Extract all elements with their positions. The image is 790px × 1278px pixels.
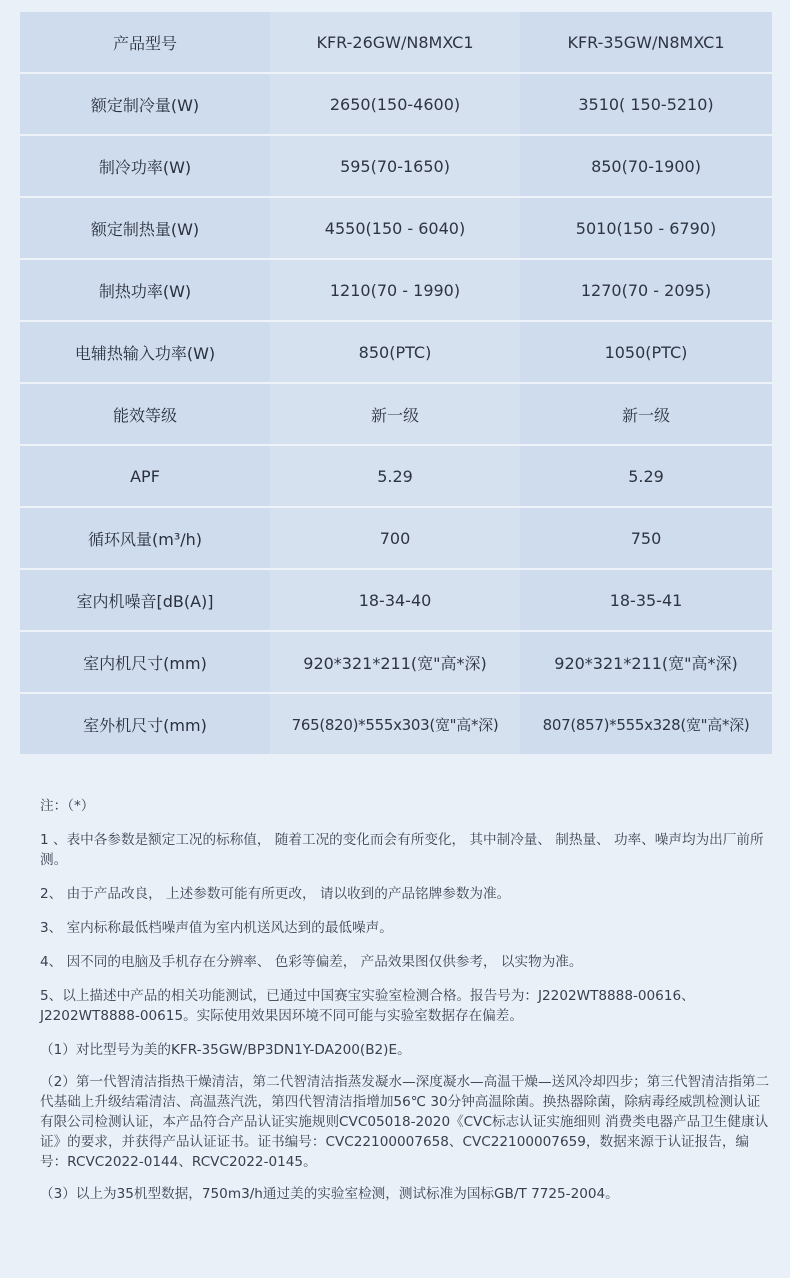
model-b-value: 5010(150 - 6790) [520,198,772,260]
model-b-value: 750 [520,508,772,570]
note-item: 1 、表中各参数是额定工况的标称值， 随着工况的变化而会有所变化， 其中制冷量、 制热量、 功率、噪声均为出厂前所测。 [40,832,764,868]
model-a-value: 765(820)*555x303(宽"高*深) [270,694,520,754]
row-label: 能效等级 [20,384,270,446]
table-row [20,74,772,136]
notes-section [40,796,772,1216]
table-row [20,508,772,570]
model-b-value: 920*321*211(宽"高*深) [520,632,772,694]
table-row [20,136,772,198]
model-a-value: 595(70-1650) [270,136,520,198]
row-label: 制冷功率(W) [20,136,270,198]
table-row [20,446,772,508]
model-a-value: 新一级 [270,384,520,446]
model-a-value: 5.29 [270,446,520,508]
table-row [20,12,772,74]
row-label: 额定制热量(W) [20,198,270,260]
row-label: 循环风量(m³/h) [20,508,270,570]
row-label: APF [20,446,270,508]
table-row [20,198,772,260]
model-a-value: 4550(150 - 6040) [270,198,520,260]
note-item: 4、 因不同的电脑及手机存在分辨率、 色彩等偏差， 产品效果图仅供参考， 以实物为准。 [40,954,583,970]
model-a-value: 850(PTC) [270,322,520,384]
row-label: 室内机噪音[dB(A)] [20,570,270,632]
model-a-value: KFR-26GW/N8MXC1 [270,12,520,74]
model-b-value: 807(857)*555x328(宽"高*深) [520,694,772,754]
model-b-value: 新一级 [520,384,772,446]
table-row [20,694,772,754]
model-b-value: 1270(70 - 2095) [520,260,772,322]
row-label: 产品型号 [20,12,270,74]
row-label: 室外机尺寸(mm) [20,694,270,754]
model-b-value: 5.29 [520,446,772,508]
row-label: 额定制冷量(W) [20,74,270,136]
table-row [20,322,772,384]
model-b-value: 18-35-41 [520,570,772,632]
table-row [20,384,772,446]
note-item: 5、以上描述中产品的相关功能测试，已通过中国赛宝实验室检测合格。报告号为：J2202WT8888-00616、J2202WT8888-00615。实际使用效果因环境不同可能与实验室数据存在偏差。 [40,988,695,1024]
note-subitem: （3）以上为35机型数据，750m3/h通过美的实验室检测，测试标准为国标GB/T 7725-2004。 [40,1186,619,1202]
model-a-value: 920*321*211(宽"高*深) [270,632,520,694]
model-a-value: 18-34-40 [270,570,520,632]
table-row [20,632,772,694]
model-a-value: 2650(150-4600) [270,74,520,136]
table-row [20,260,772,322]
note-item: 3、 室内标称最低档噪声值为室内机送风达到的最低噪声。 [40,920,393,936]
notes-heading: 注：（*） [40,798,95,814]
note-item: 2、 由于产品改良， 上述参数可能有所更改， 请以收到的产品铭牌参数为准。 [40,886,511,902]
model-b-value: 3510( 150-5210) [520,74,772,136]
note-subitem: （2）第一代智清洁指热干燥清洁，第二代智清洁指蒸发凝水—深度凝水—高温干燥—送风冷却四步；第三代智清洁指第二代基础上升级结霜清洁、高温蒸汽洗，第四代智清洁指增加56℃ 30分钟高温除菌。换热器除菌，除病毒经威凯检测认证有限公司检测认证，本产品符合产品认证实施规则CVC05018-2020《CVC标志认证实施细则 消费类电器产品卫生健康认证》的要求，并获得产品认证证书。证书编号：CVC22100007658、CVC22100007659，数据来源于认证报告，编号：RCVC2022-0144、RCVC2022-0145。 [40,1074,770,1170]
row-label: 室内机尺寸(mm) [20,632,270,694]
note-subitem: （1）对比型号为美的KFR-35GW/BP3DN1Y-DA200(B2)E。 [40,1042,411,1058]
model-b-value: KFR-35GW/N8MXC1 [520,12,772,74]
spec-table [20,12,772,754]
model-a-value: 700 [270,508,520,570]
model-b-value: 1050(PTC) [520,322,772,384]
model-a-value: 1210(70 - 1990) [270,260,520,322]
row-label: 制热功率(W) [20,260,270,322]
model-b-value: 850(70-1900) [520,136,772,198]
row-label: 电辅热输入功率(W) [20,322,270,384]
table-row [20,570,772,632]
